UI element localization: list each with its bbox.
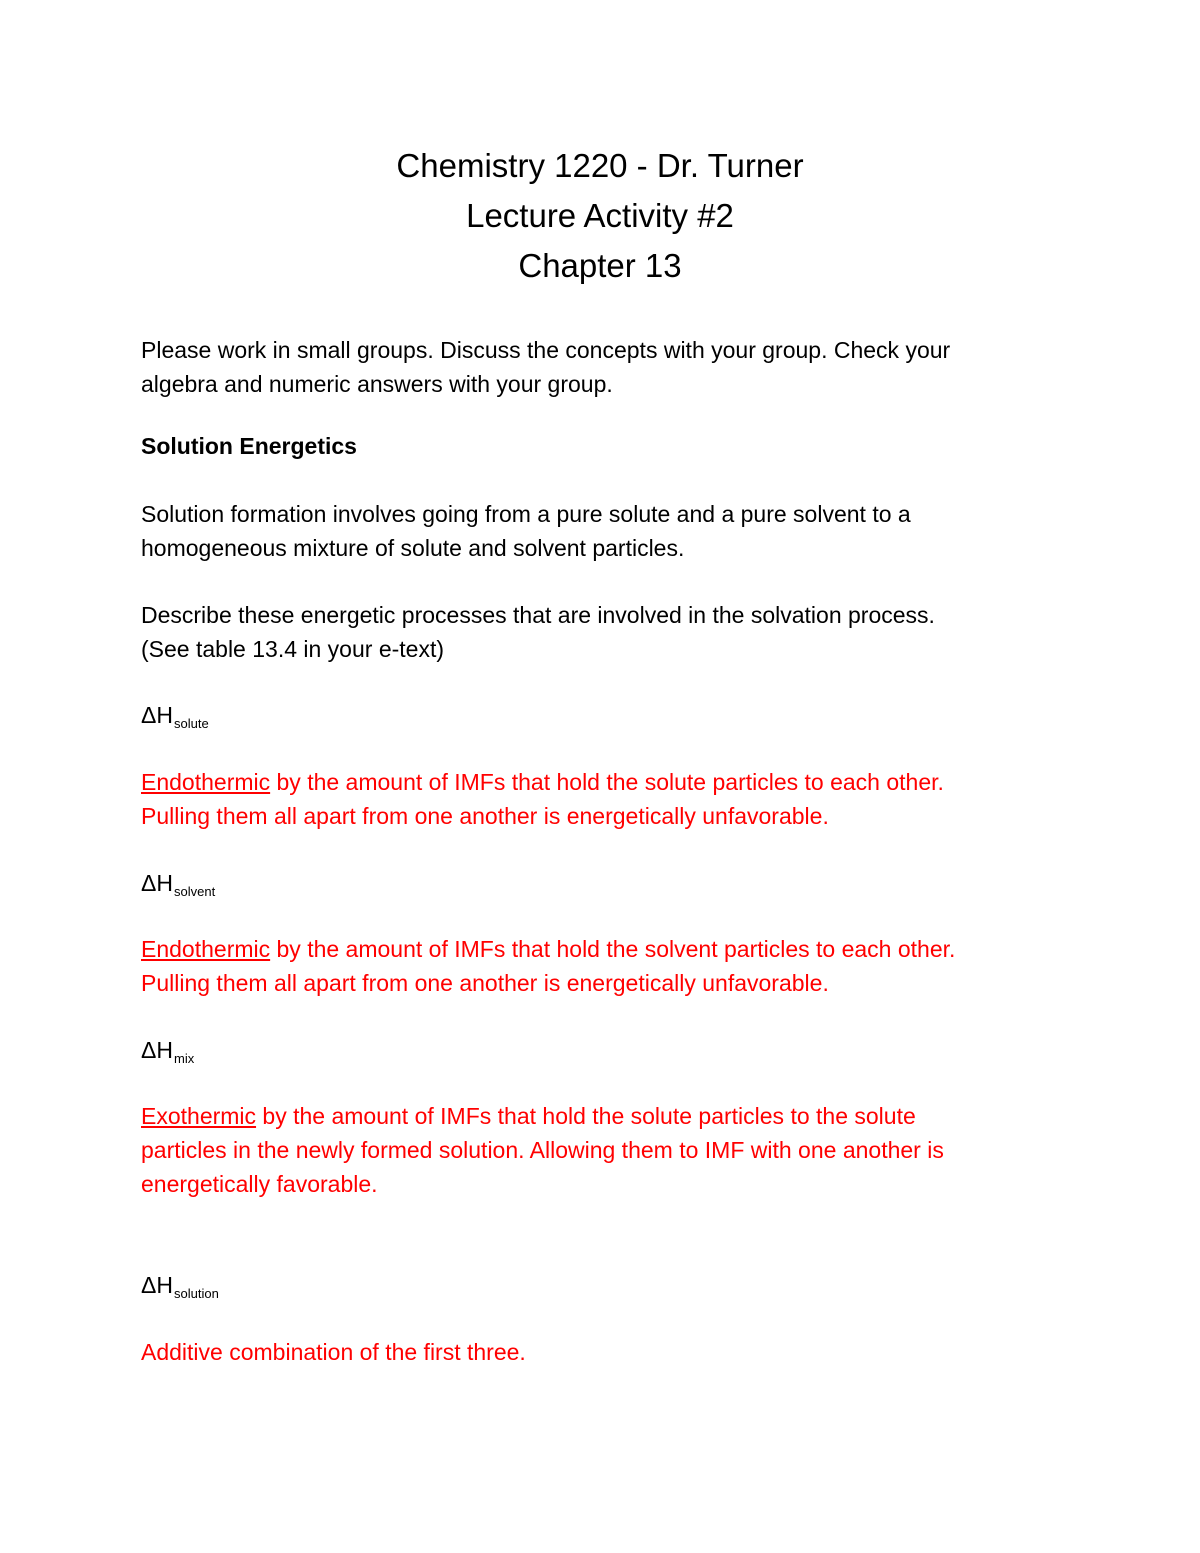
subscript-mix: mix xyxy=(173,1051,195,1066)
delta-h-solvent-label xyxy=(141,868,215,902)
delta-h-symbol: ΔH xyxy=(141,1037,173,1063)
prompt-line-1: Describe these energetic processes that are involved in the solvation process. xyxy=(141,602,935,628)
answer-mix-text: by the amount of IMFs that hold the solute particles to the solute xyxy=(256,1103,916,1129)
subscript-solute: solute xyxy=(173,716,209,731)
answer-mix-line-2: particles in the newly formed solution. Allowing them to IMF with one another is xyxy=(141,1137,944,1163)
answer-solute-line-1 xyxy=(141,765,1081,799)
answer-solvent-line-2: Pulling them all apart from one another is energetically unfavorable. xyxy=(141,970,829,996)
answer-mix-line-1 xyxy=(141,1099,1081,1133)
delta-h-symbol: ΔH xyxy=(141,702,173,728)
subscript-solution: solution xyxy=(173,1286,219,1301)
subscript-solvent: solvent xyxy=(173,884,216,899)
instructions-line-1: Please work in small groups. Discuss the concepts with your group. Check your xyxy=(141,337,951,363)
intro-line-1: Solution formation involves going from a pure solute and a pure solvent to a xyxy=(141,501,911,527)
answer-solvent-text: by the amount of IMFs that hold the solvent particles to each other. xyxy=(270,936,956,962)
activity-title: Lecture Activity #2 xyxy=(466,197,734,234)
section-heading: Solution Energetics xyxy=(141,433,357,459)
chapter-title: Chapter 13 xyxy=(518,247,682,284)
delta-h-solute-label xyxy=(141,700,209,734)
instructions-line-2: algebra and numeric answers with your group. xyxy=(141,371,613,397)
answer-mix-line-3: energetically favorable. xyxy=(141,1171,378,1197)
keyword-endothermic: Endothermic xyxy=(141,936,271,962)
keyword-exothermic: Exothermic xyxy=(141,1103,257,1129)
delta-h-symbol: ΔH xyxy=(141,1272,173,1298)
answer-solute-text: by the amount of IMFs that hold the solute particles to each other. xyxy=(270,769,944,795)
course-title: Chemistry 1220 - Dr. Turner xyxy=(396,147,804,184)
prompt-line-2: (See table 13.4 in your e-text) xyxy=(141,636,444,662)
answer-solute-line-2: Pulling them all apart from one another is energetically unfavorable. xyxy=(141,803,829,829)
delta-h-symbol: ΔH xyxy=(141,870,173,896)
keyword-endothermic: Endothermic xyxy=(141,769,271,795)
intro-line-2: homogeneous mixture of solute and solvent particles. xyxy=(141,535,685,561)
delta-h-mix-label xyxy=(141,1035,194,1069)
answer-solvent-line-1 xyxy=(141,932,1081,966)
answer-solution: Additive combination of the first three. xyxy=(141,1339,526,1365)
delta-h-solution-label xyxy=(141,1270,219,1304)
